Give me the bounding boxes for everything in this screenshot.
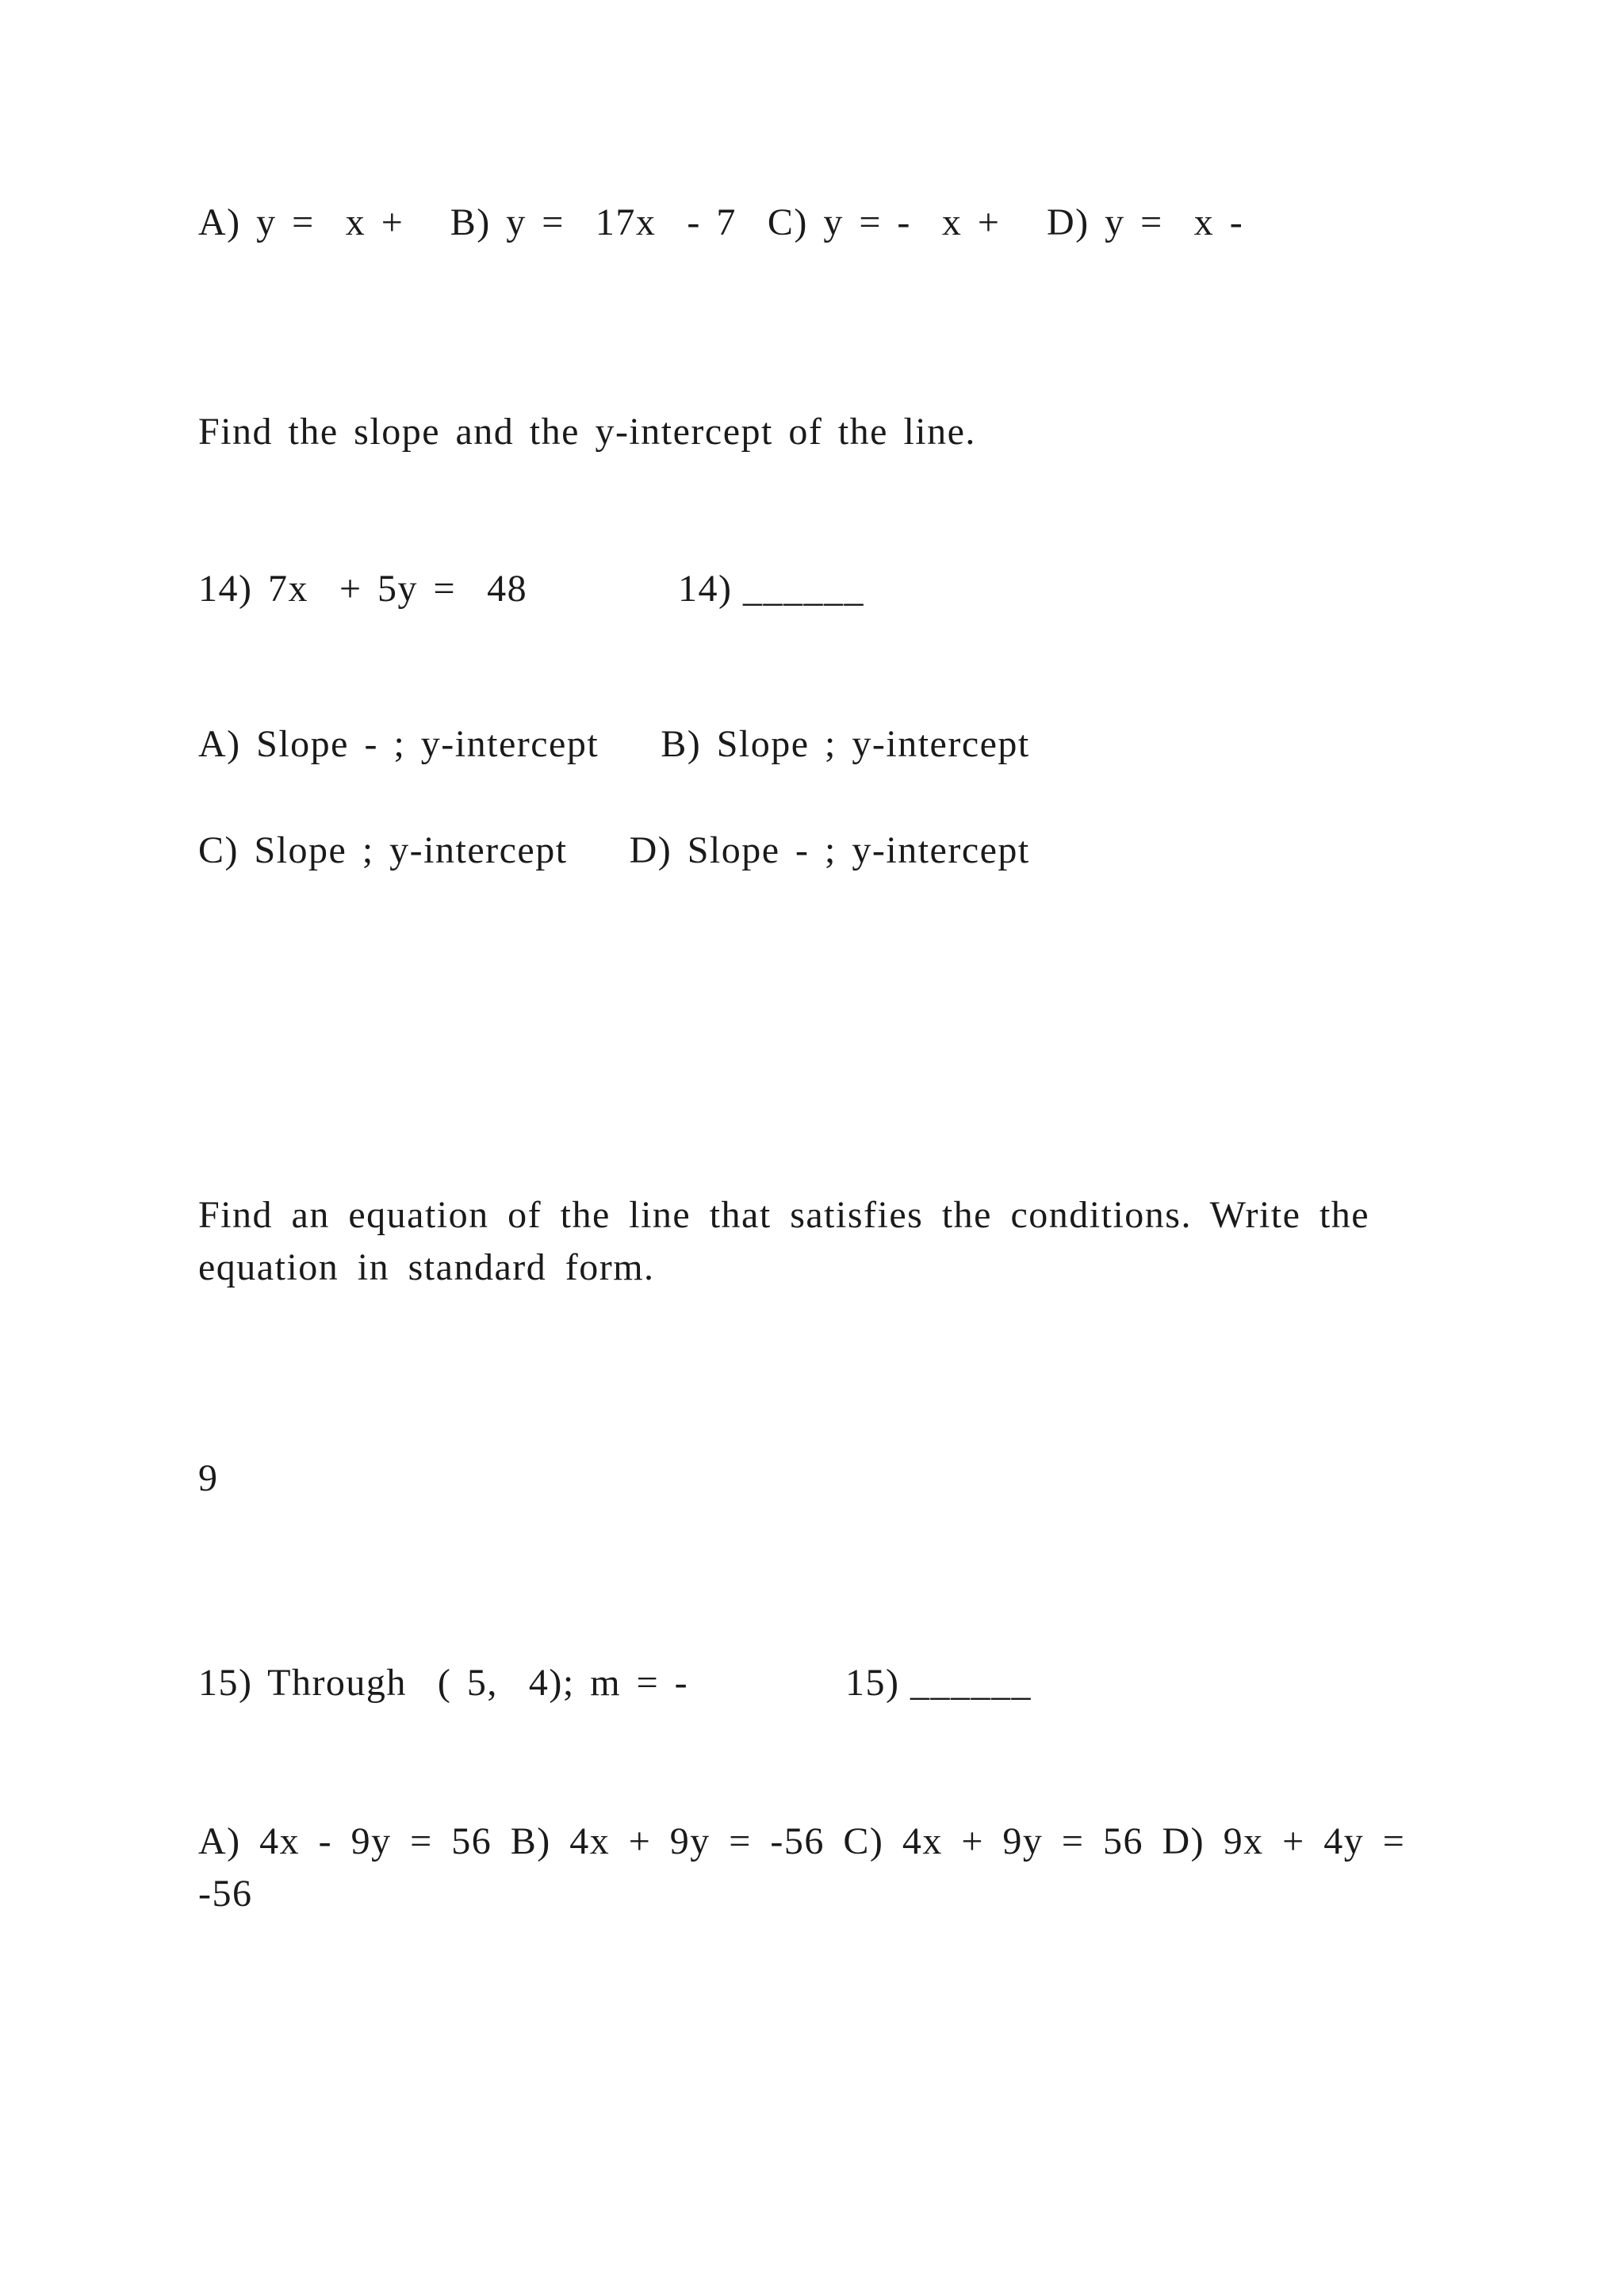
section-instruction-standard-form: Find an equation of the line that satisfies the conditions. Write the equation in standard form. xyxy=(198,1194,1370,1288)
q13-answer-choices: A) y = x + B) y = 17x - 7 C) y = - x + D) y = x - xyxy=(198,201,1244,243)
page-number: 9 xyxy=(198,1457,219,1499)
q14-choices-row-2: C) Slope ; y-intercept D) Slope - ; y-intercept xyxy=(198,829,1030,871)
q15-question: 15) Through ( 5, 4); m = - xyxy=(198,1662,689,1704)
q14-answer-blank: 14) ______ xyxy=(678,568,864,610)
q14-choices-row-1: A) Slope - ; y-intercept B) Slope ; y-intercept xyxy=(198,723,1030,765)
q14-question: 14) 7x + 5y = 48 xyxy=(198,568,528,610)
q15-answer-blank: 15) ______ xyxy=(845,1662,1032,1704)
q15-answer-choices: A) 4x - 9y = 56 B) 4x + 9y = -56 C) 4x + 9y = 56 D) 9x + 4y = -56 xyxy=(198,1820,1406,1915)
section-instruction-slope-intercept: Find the slope and the y-intercept of the line. xyxy=(198,411,976,453)
